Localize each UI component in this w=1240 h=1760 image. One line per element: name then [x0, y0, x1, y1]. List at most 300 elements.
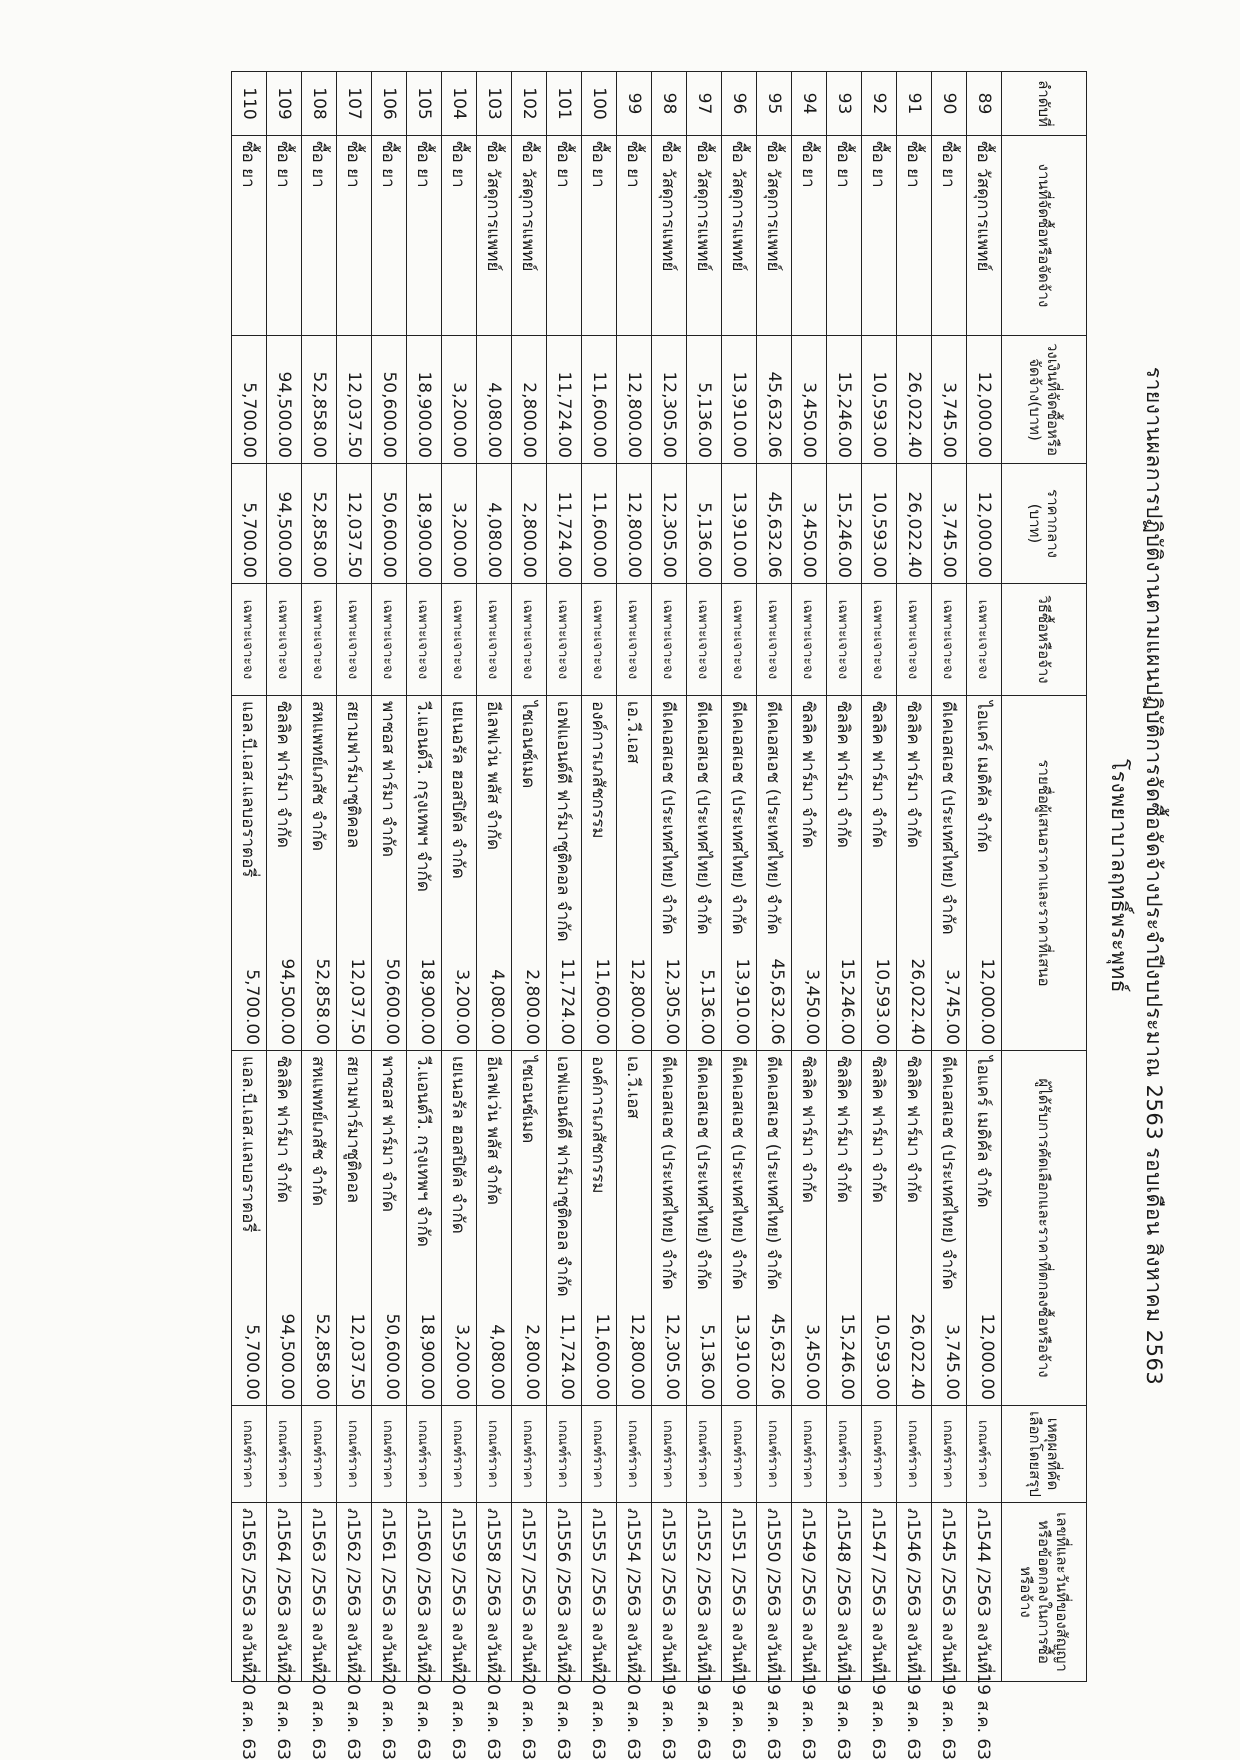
method-cell: เฉพาะเจาะจง — [792, 584, 827, 696]
item-cell: ซื้อ ยา — [232, 136, 267, 336]
contract-cell: ภ1557 /2563 ลงวันที่ — [518, 1508, 539, 1674]
contract-group — [932, 1503, 967, 1760]
bidder-cell: เอฟแอนด์ดี ฟาร์มาซูติคอล จำกัด — [553, 701, 574, 942]
reason-cell: เกณฑ์ราคา — [302, 1406, 337, 1503]
winner-group — [547, 1051, 582, 1406]
row-number: 104 — [442, 72, 477, 136]
contract-date-cell: 19 ส.ค. 63 — [693, 1673, 714, 1760]
median-price-cell: 12,305.00 — [652, 464, 687, 584]
reason-cell: เกณฑ์ราคา — [827, 1406, 862, 1503]
bidder-cell: ดีเคเอสเอช (ประเทศไทย) จำกัด — [693, 701, 714, 935]
median-price-cell: 3,450.00 — [792, 464, 827, 584]
reason-cell: เกณฑ์ราคา — [512, 1406, 547, 1503]
bidder-group — [792, 696, 827, 1051]
win-price-cell: 52,858.00 — [312, 1313, 333, 1400]
median-price-cell: 11,600.00 — [582, 464, 617, 584]
contract-date-cell: 19 ส.ค. 63 — [938, 1673, 959, 1760]
item-cell: ซื้อ ยา — [337, 136, 372, 336]
winner-cell: เอฟแอนด์ดี ฟาร์มาซูติคอล จำกัด — [553, 1056, 574, 1297]
median-price-cell: 12,800.00 — [617, 464, 652, 584]
contract-cell: ภ1554 /2563 ลงวันที่ — [623, 1508, 644, 1674]
bidder-group — [477, 696, 512, 1051]
win-price-cell: 12,800.00 — [627, 1313, 648, 1400]
winner-cell: ไซเอนซ์เมด — [518, 1056, 539, 1144]
budget-cell: 11,600.00 — [582, 336, 617, 464]
col-header-winner: ผู้ได้รับการคัดเลือกและราคาที่ตกลงซื้อหรือจ้าง — [1002, 1051, 1087, 1406]
contract-group — [792, 1503, 827, 1760]
col-header-method: วิธีซื้อหรือจ้าง — [1002, 584, 1087, 696]
bidder-cell: องค์การเภสัชกรรม — [588, 701, 609, 839]
contract-date-cell: 19 ส.ค. 63 — [658, 1673, 679, 1760]
reason-cell: เกณฑ์ราคา — [372, 1406, 407, 1503]
bidder-cell: เอ.วี.เอส — [623, 701, 644, 764]
contract-group — [302, 1503, 337, 1760]
budget-cell: 26,022.40 — [897, 336, 932, 464]
contract-cell: ภ1547 /2563 ลงวันที่ — [868, 1508, 889, 1674]
win-price-cell: 12,305.00 — [662, 1313, 683, 1400]
winner-cell: วี.แอนด์วี. กรุงเทพฯ จำกัด — [413, 1056, 434, 1247]
winner-group — [302, 1051, 337, 1406]
contract-group — [547, 1503, 582, 1760]
item-cell: ซื้อ วัสดุการแพทย์ — [757, 136, 792, 336]
contract-cell: ภ1549 /2563 ลงวันที่ — [798, 1508, 819, 1674]
row-number: 97 — [687, 72, 722, 136]
table-row — [897, 72, 932, 1682]
row-number: 110 — [232, 72, 267, 136]
winner-group — [792, 1051, 827, 1406]
bidder-cell: แอล.บี.เอส.แลบอราตอรี่ — [238, 701, 259, 878]
contract-cell: ภ1558 /2563 ลงวันที่ — [483, 1508, 504, 1674]
contract-date-cell: 20 ส.ค. 63 — [448, 1673, 469, 1760]
method-cell: เฉพาะเจาะจง — [302, 584, 337, 696]
bidder-group — [722, 696, 757, 1051]
bid-price-cell: 12,037.50 — [347, 958, 368, 1045]
win-price-cell: 11,724.00 — [557, 1313, 578, 1400]
median-price-cell: 18,900.00 — [407, 464, 442, 584]
row-number: 91 — [897, 72, 932, 136]
winner-cell: เอ.วี.เอส — [623, 1056, 644, 1119]
item-cell: ซื้อ วัสดุการแพทย์ — [652, 136, 687, 336]
bidder-group — [442, 696, 477, 1051]
win-price-cell: 50,600.00 — [382, 1313, 403, 1400]
bidder-cell: วี.แอนด์วี. กรุงเทพฯ จำกัด — [413, 701, 434, 892]
reason-cell: เกณฑ์ราคา — [407, 1406, 442, 1503]
col-header-no: ลำดับที่ — [1002, 72, 1087, 136]
reason-cell: เกณฑ์ราคา — [897, 1406, 932, 1503]
reason-cell: เกณฑ์ราคา — [582, 1406, 617, 1503]
item-cell: ซื้อ ยา — [302, 136, 337, 336]
winner-cell: ดีเคเอสเอช (ประเทศไทย) จำกัด — [728, 1056, 749, 1290]
contract-date-cell: 20 ส.ค. 63 — [518, 1673, 539, 1760]
bidder-group — [582, 696, 617, 1051]
reason-cell: เกณฑ์ราคา — [757, 1406, 792, 1503]
contract-group — [477, 1503, 512, 1760]
winner-cell: แอล.บี.เอส.แลบอราตอรี่ — [238, 1056, 259, 1233]
median-price-cell: 15,246.00 — [827, 464, 862, 584]
table-row — [617, 72, 652, 1682]
median-price-cell: 12,037.50 — [337, 464, 372, 584]
winner-group — [372, 1051, 407, 1406]
budget-cell: 12,305.00 — [652, 336, 687, 464]
reason-cell: เกณฑ์ราคา — [267, 1406, 302, 1503]
budget-cell: 50,600.00 — [372, 336, 407, 464]
contract-group — [372, 1503, 407, 1760]
table-row — [232, 72, 267, 1682]
winner-cell: ซิลลิค ฟาร์มา จำกัด — [273, 1056, 294, 1203]
bidder-group — [967, 696, 1002, 1051]
table-row — [582, 72, 617, 1682]
bid-price-cell: 94,500.00 — [277, 958, 298, 1045]
row-number: 98 — [652, 72, 687, 136]
bidder-group — [232, 696, 267, 1051]
winner-cell: ดีเคเอสเอช (ประเทศไทย) จำกัด — [693, 1056, 714, 1290]
bidder-cell: ดีเคเอสเอช (ประเทศไทย) จำกัด — [763, 701, 784, 935]
bidder-group — [267, 696, 302, 1051]
median-price-cell: 94,500.00 — [267, 464, 302, 584]
bidder-cell: เยเนอรัล ฮอสปิตัล จำกัด — [448, 701, 469, 879]
bid-price-cell: 2,800.00 — [522, 969, 543, 1045]
item-cell: ซื้อ ยา — [792, 136, 827, 336]
winner-cell: ดีเคเอสเอช (ประเทศไทย) จำกัด — [938, 1056, 959, 1290]
bidder-cell: ดีเคเอสเอช (ประเทศไทย) จำกัด — [938, 701, 959, 935]
win-price-cell: 15,246.00 — [837, 1313, 858, 1400]
method-cell: เฉพาะเจาะจง — [617, 584, 652, 696]
row-number: 103 — [477, 72, 512, 136]
budget-cell: 4,080.00 — [477, 336, 512, 464]
row-number: 101 — [547, 72, 582, 136]
winner-group — [722, 1051, 757, 1406]
item-cell: ซื้อ ยา — [372, 136, 407, 336]
contract-group — [582, 1503, 617, 1760]
contract-date-cell: 20 ส.ค. 63 — [553, 1673, 574, 1760]
contract-date-cell: 20 ส.ค. 63 — [343, 1673, 364, 1760]
bid-price-cell: 26,022.40 — [907, 958, 928, 1045]
bid-price-cell: 18,900.00 — [417, 958, 438, 1045]
item-cell: ซื้อ วัสดุการแพทย์ — [477, 136, 512, 336]
bid-price-cell: 12,800.00 — [627, 958, 648, 1045]
contract-date-cell: 20 ส.ค. 63 — [483, 1673, 504, 1760]
table-row — [967, 72, 1002, 1682]
contract-date-cell: 19 ส.ค. 63 — [868, 1673, 889, 1760]
method-cell: เฉพาะเจาะจง — [757, 584, 792, 696]
contract-cell: ภ1559 /2563 ลงวันที่ — [448, 1508, 469, 1674]
contract-group — [617, 1503, 652, 1760]
bid-price-cell: 3,200.00 — [452, 969, 473, 1045]
contract-date-cell: 20 ส.ค. 63 — [378, 1673, 399, 1760]
method-cell: เฉพาะเจาะจง — [827, 584, 862, 696]
table-row — [372, 72, 407, 1682]
bidder-cell: ซิลลิค ฟาร์มา จำกัด — [273, 701, 294, 848]
median-price-cell: 52,858.00 — [302, 464, 337, 584]
win-price-cell: 3,745.00 — [942, 1324, 963, 1400]
table-row — [477, 72, 512, 1682]
method-cell: เฉพาะเจาะจง — [372, 584, 407, 696]
winner-cell: สหแพทย์เภสัช จำกัด — [308, 1056, 329, 1207]
bidder-cell: ดีเคเอสเอช (ประเทศไทย) จำกัด — [728, 701, 749, 935]
reason-cell: เกณฑ์ราคา — [862, 1406, 897, 1503]
method-cell: เฉพาะเจาะจง — [547, 584, 582, 696]
method-cell: เฉพาะเจาะจง — [477, 584, 512, 696]
winner-group — [932, 1051, 967, 1406]
winner-group — [757, 1051, 792, 1406]
col-header-bidders: รายชื่อผู้เสนอราคาและราคาที่เสนอ — [1002, 696, 1087, 1051]
table-row — [267, 72, 302, 1682]
budget-cell: 11,724.00 — [547, 336, 582, 464]
hospital-name: โรงพยาบาลฤทธิ์พระพุทธ์ — [1107, 758, 1131, 994]
budget-cell: 12,800.00 — [617, 336, 652, 464]
winner-cell: สยามฟาร์มาซูติคอล — [343, 1056, 364, 1204]
bid-price-cell: 10,593.00 — [872, 958, 893, 1045]
contract-date-cell: 19 ส.ค. 63 — [833, 1673, 854, 1760]
contract-group — [967, 1503, 1002, 1760]
method-cell: เฉพาะเจาะจง — [862, 584, 897, 696]
win-price-cell: 10,593.00 — [872, 1313, 893, 1400]
win-price-cell: 26,022.40 — [907, 1313, 928, 1400]
budget-cell: 15,246.00 — [827, 336, 862, 464]
item-cell: ซื้อ ยา — [932, 136, 967, 336]
contract-date-cell: 20 ส.ค. 63 — [308, 1673, 329, 1760]
bid-price-cell: 4,080.00 — [487, 969, 508, 1045]
bidder-group — [897, 696, 932, 1051]
contract-date-cell: 19 ส.ค. 63 — [763, 1673, 784, 1760]
item-cell: ซื้อ ยา — [617, 136, 652, 336]
rotated-page — [50, 61, 1190, 1760]
budget-cell: 2,800.00 — [512, 336, 547, 464]
winner-group — [687, 1051, 722, 1406]
bidder-cell: สหแพทย์เภสัช จำกัด — [308, 701, 329, 852]
median-price-cell: 2,800.00 — [512, 464, 547, 584]
row-number: 105 — [407, 72, 442, 136]
contract-cell: ภ1565 /2563 ลงวันที่ — [238, 1508, 259, 1674]
table-row — [792, 72, 827, 1682]
method-cell: เฉพาะเจาะจง — [407, 584, 442, 696]
row-number: 102 — [512, 72, 547, 136]
contract-group — [757, 1503, 792, 1760]
row-number: 96 — [722, 72, 757, 136]
win-price-cell: 13,910.00 — [732, 1313, 753, 1400]
budget-cell: 5,136.00 — [687, 336, 722, 464]
winner-group — [477, 1051, 512, 1406]
row-number: 100 — [582, 72, 617, 136]
contract-cell: ภ1551 /2563 ลงวันที่ — [728, 1508, 749, 1674]
bidder-group — [652, 696, 687, 1051]
row-number: 95 — [757, 72, 792, 136]
contract-cell: ภ1550 /2563 ลงวันที่ — [763, 1508, 784, 1674]
row-number: 92 — [862, 72, 897, 136]
bid-price-cell: 5,700.00 — [242, 969, 263, 1045]
contract-group — [862, 1503, 897, 1760]
contract-date-cell: 19 ส.ค. 63 — [728, 1673, 749, 1760]
median-price-cell: 11,724.00 — [547, 464, 582, 584]
median-price-cell: 10,593.00 — [862, 464, 897, 584]
budget-cell: 3,450.00 — [792, 336, 827, 464]
table-row — [722, 72, 757, 1682]
winner-cell: ซิลลิค ฟาร์มา จำกัด — [868, 1056, 889, 1203]
contract-group — [337, 1503, 372, 1760]
contract-cell: ภ1553 /2563 ลงวันที่ — [658, 1508, 679, 1674]
bidder-group — [617, 696, 652, 1051]
contract-date-cell: 19 ส.ค. 63 — [973, 1673, 994, 1760]
winner-group — [267, 1051, 302, 1406]
winner-cell: อีเลฟเว่น พลัส จำกัด — [483, 1056, 504, 1206]
item-cell: ซื้อ วัสดุการแพทย์ — [687, 136, 722, 336]
row-number: 99 — [617, 72, 652, 136]
contract-group — [827, 1503, 862, 1760]
contract-group — [897, 1503, 932, 1760]
contract-date-cell: 20 ส.ค. 63 — [273, 1673, 294, 1760]
reason-cell: เกณฑ์ราคา — [477, 1406, 512, 1503]
bid-price-cell: 3,450.00 — [802, 969, 823, 1045]
budget-cell: 12,000.00 — [967, 336, 1002, 464]
winner-group — [442, 1051, 477, 1406]
winner-group — [617, 1051, 652, 1406]
budget-cell: 45,632.06 — [757, 336, 792, 464]
row-number: 106 — [372, 72, 407, 136]
winner-cell: ซิลลิค ฟาร์มา จำกัด — [833, 1056, 854, 1203]
bidder-cell: พาซอส ฟาร์มา จำกัด — [378, 701, 399, 857]
bidder-group — [337, 696, 372, 1051]
winner-cell: ดีเคเอสเอช (ประเทศไทย) จำกัด — [658, 1056, 679, 1290]
item-cell: ซื้อ ยา — [547, 136, 582, 336]
table-row — [932, 72, 967, 1682]
bid-price-cell: 52,858.00 — [312, 958, 333, 1045]
contract-date-cell: 19 ส.ค. 63 — [798, 1673, 819, 1760]
contract-cell: ภ1544 /2563 ลงวันที่ — [973, 1508, 994, 1674]
col-header-median-price: ราคากลาง (บาท) — [1002, 464, 1087, 584]
method-cell: เฉพาะเจาะจง — [722, 584, 757, 696]
contract-cell: ภ1552 /2563 ลงวันที่ — [693, 1508, 714, 1674]
winner-cell: องค์การเภสัชกรรม — [588, 1056, 609, 1194]
method-cell: เฉพาะเจาะจง — [582, 584, 617, 696]
bid-price-cell: 15,246.00 — [837, 958, 858, 1045]
table-row — [862, 72, 897, 1682]
win-price-cell: 3,450.00 — [802, 1324, 823, 1400]
budget-cell: 12,037.50 — [337, 336, 372, 464]
bid-price-cell: 13,910.00 — [732, 958, 753, 1045]
table-row — [827, 72, 862, 1682]
winner-group — [827, 1051, 862, 1406]
method-cell: เฉพาะเจาะจง — [687, 584, 722, 696]
bidder-cell: ดีเคเอสเอช (ประเทศไทย) จำกัด — [658, 701, 679, 935]
contract-cell: ภ1548 /2563 ลงวันที่ — [833, 1508, 854, 1674]
bidder-cell: ซิลลิค ฟาร์มา จำกัด — [798, 701, 819, 848]
contract-group — [232, 1503, 267, 1760]
winner-group — [897, 1051, 932, 1406]
win-price-cell: 94,500.00 — [277, 1313, 298, 1400]
bidder-cell: ซิลลิค ฟาร์มา จำกัด — [833, 701, 854, 848]
bidder-group — [407, 696, 442, 1051]
contract-group — [652, 1503, 687, 1760]
table-row — [512, 72, 547, 1682]
median-price-cell: 3,745.00 — [932, 464, 967, 584]
contract-cell: ภ1556 /2563 ลงวันที่ — [553, 1508, 574, 1674]
item-cell: ซื้อ ยา — [897, 136, 932, 336]
reason-cell: เกณฑ์ราคา — [932, 1406, 967, 1503]
winner-group — [582, 1051, 617, 1406]
winner-group — [232, 1051, 267, 1406]
bidder-group — [547, 696, 582, 1051]
contract-group — [442, 1503, 477, 1760]
row-number: 108 — [302, 72, 337, 136]
winner-cell: ดีเคเอสเอช (ประเทศไทย) จำกัด — [763, 1056, 784, 1290]
item-cell: ซื้อ วัสดุการแพทย์ — [722, 136, 757, 336]
median-price-cell: 26,022.40 — [897, 464, 932, 584]
method-cell: เฉพาะเจาะจง — [652, 584, 687, 696]
reason-cell: เกณฑ์ราคา — [652, 1406, 687, 1503]
winner-cell: พาซอส ฟาร์มา จำกัด — [378, 1056, 399, 1212]
winner-cell: ซิลลิค ฟาร์มา จำกัด — [798, 1056, 819, 1203]
col-header-reason: เหตุผลที่คัดเลือกโดยสรุป — [1002, 1406, 1087, 1503]
reason-cell: เกณฑ์ราคา — [617, 1406, 652, 1503]
median-price-cell: 45,632.06 — [757, 464, 792, 584]
table-row — [407, 72, 442, 1682]
method-cell: เฉพาะเจาะจง — [932, 584, 967, 696]
bidder-cell: ซิลลิค ฟาร์มา จำกัด — [868, 701, 889, 848]
bidder-group — [687, 696, 722, 1051]
contract-group — [512, 1503, 547, 1760]
reason-cell: เกณฑ์ราคา — [687, 1406, 722, 1503]
median-price-cell: 5,700.00 — [232, 464, 267, 584]
bid-price-cell: 12,000.00 — [977, 958, 998, 1045]
contract-group — [687, 1503, 722, 1760]
bid-price-cell: 12,305.00 — [662, 958, 683, 1045]
contract-date-cell: 19 ส.ค. 63 — [903, 1673, 924, 1760]
win-price-cell: 12,037.50 — [347, 1313, 368, 1400]
table-row — [337, 72, 372, 1682]
median-price-cell: 5,136.00 — [687, 464, 722, 584]
item-cell: ซื้อ วัสดุการแพทย์ — [512, 136, 547, 336]
budget-cell: 3,745.00 — [932, 336, 967, 464]
table-row — [302, 72, 337, 1682]
method-cell: เฉพาะเจาะจง — [897, 584, 932, 696]
win-price-cell: 12,000.00 — [977, 1313, 998, 1400]
procurement-table — [231, 71, 1087, 1760]
reason-cell: เกณฑ์ราคา — [967, 1406, 1002, 1503]
table-header-row — [1002, 72, 1087, 1682]
bidder-cell: ไอแคร์ เมดิคัล จำกัด — [973, 701, 994, 853]
contract-cell: ภ1564 /2563 ลงวันที่ — [273, 1508, 294, 1674]
contract-cell: ภ1563 /2563 ลงวันที่ — [308, 1508, 329, 1674]
bidder-group — [862, 696, 897, 1051]
median-price-cell: 3,200.00 — [442, 464, 477, 584]
method-cell: เฉพาะเจาะจง — [337, 584, 372, 696]
budget-cell: 94,500.00 — [267, 336, 302, 464]
budget-cell: 3,200.00 — [442, 336, 477, 464]
item-cell: ซื้อ วัสดุการแพทย์ — [967, 136, 1002, 336]
winner-group — [862, 1051, 897, 1406]
contract-group — [722, 1503, 757, 1760]
bid-price-cell: 50,600.00 — [382, 958, 403, 1045]
item-cell: ซื้อ ยา — [442, 136, 477, 336]
reason-cell: เกณฑ์ราคา — [547, 1406, 582, 1503]
contract-cell: ภ1545 /2563 ลงวันที่ — [938, 1508, 959, 1674]
win-price-cell: 2,800.00 — [522, 1324, 543, 1400]
median-price-cell: 50,600.00 — [372, 464, 407, 584]
table-row — [442, 72, 477, 1682]
reason-cell: เกณฑ์ราคา — [442, 1406, 477, 1503]
winner-group — [407, 1051, 442, 1406]
contract-cell: ภ1562 /2563 ลงวันที่ — [343, 1508, 364, 1674]
winner-cell: ซิลลิค ฟาร์มา จำกัด — [903, 1056, 924, 1203]
table-body — [232, 72, 1002, 1760]
method-cell: เฉพาะเจาะจง — [967, 584, 1002, 696]
row-number: 107 — [337, 72, 372, 136]
median-price-cell: 13,910.00 — [722, 464, 757, 584]
bidder-group — [302, 696, 337, 1051]
reason-cell: เกณฑ์ราคา — [792, 1406, 827, 1503]
bidder-group — [512, 696, 547, 1051]
item-cell: ซื้อ ยา — [827, 136, 862, 336]
